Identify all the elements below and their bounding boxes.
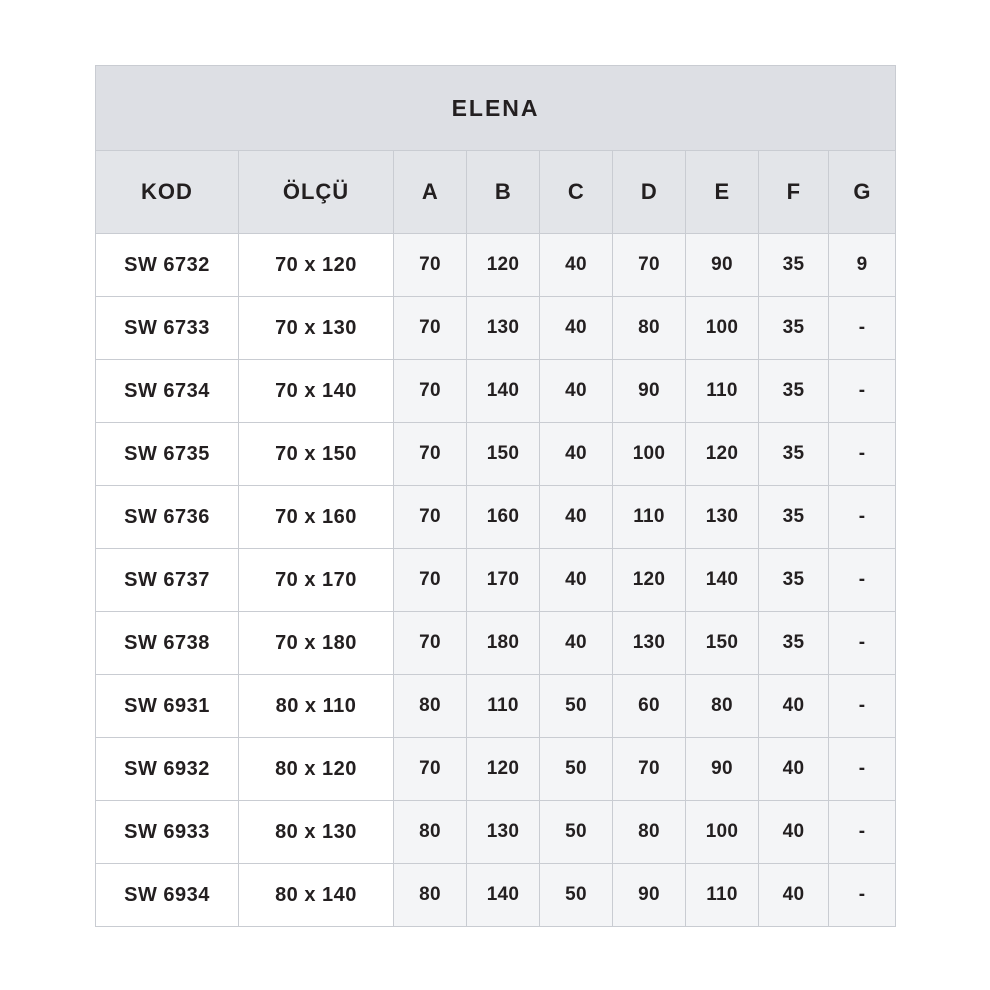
cell-d: 60: [613, 675, 686, 738]
cell-g: -: [829, 297, 896, 360]
table-row: [96, 864, 896, 927]
table-row: [96, 234, 896, 297]
cell-olcu: 80 x 110: [239, 675, 394, 738]
table-row: [96, 675, 896, 738]
cell-a: 70: [394, 549, 467, 612]
cell-e: 140: [686, 549, 759, 612]
cell-kod: SW 6734: [96, 360, 239, 423]
cell-e: 90: [686, 738, 759, 801]
cell-g: -: [829, 549, 896, 612]
cell-d: 80: [613, 297, 686, 360]
cell-b: 130: [467, 297, 540, 360]
cell-b: 140: [467, 360, 540, 423]
cell-d: 90: [613, 360, 686, 423]
cell-g: 9: [829, 234, 896, 297]
cell-b: 130: [467, 801, 540, 864]
cell-olcu: 70 x 170: [239, 549, 394, 612]
table-row: [96, 423, 896, 486]
cell-kod: SW 6732: [96, 234, 239, 297]
cell-c: 50: [540, 864, 613, 927]
cell-d: 80: [613, 801, 686, 864]
cell-olcu: 70 x 140: [239, 360, 394, 423]
cell-f: 35: [759, 612, 829, 675]
cell-d: 130: [613, 612, 686, 675]
column-header-olcu: ÖLÇÜ: [239, 151, 394, 234]
cell-a: 80: [394, 801, 467, 864]
cell-e: 80: [686, 675, 759, 738]
cell-b: 140: [467, 864, 540, 927]
cell-a: 70: [394, 360, 467, 423]
cell-kod: SW 6931: [96, 675, 239, 738]
cell-a: 70: [394, 234, 467, 297]
cell-b: 120: [467, 234, 540, 297]
cell-kod: SW 6934: [96, 864, 239, 927]
table-row: [96, 486, 896, 549]
cell-a: 70: [394, 738, 467, 801]
cell-f: 35: [759, 549, 829, 612]
cell-a: 70: [394, 486, 467, 549]
column-header-a: A: [394, 151, 467, 234]
table-row: [96, 612, 896, 675]
cell-c: 50: [540, 738, 613, 801]
cell-c: 40: [540, 549, 613, 612]
cell-kod: SW 6932: [96, 738, 239, 801]
cell-e: 120: [686, 423, 759, 486]
cell-f: 35: [759, 486, 829, 549]
cell-d: 120: [613, 549, 686, 612]
cell-e: 110: [686, 360, 759, 423]
column-header-c: C: [540, 151, 613, 234]
cell-c: 40: [540, 423, 613, 486]
table-column-header-row: [96, 151, 896, 234]
cell-g: -: [829, 801, 896, 864]
column-header-b: B: [467, 151, 540, 234]
cell-g: -: [829, 360, 896, 423]
cell-olcu: 70 x 120: [239, 234, 394, 297]
table-title-row: [96, 66, 896, 151]
cell-kod: SW 6738: [96, 612, 239, 675]
cell-b: 170: [467, 549, 540, 612]
cell-g: -: [829, 423, 896, 486]
cell-kod: SW 6736: [96, 486, 239, 549]
cell-f: 35: [759, 360, 829, 423]
cell-e: 130: [686, 486, 759, 549]
cell-olcu: 70 x 180: [239, 612, 394, 675]
column-header-g: G: [829, 151, 896, 234]
cell-b: 110: [467, 675, 540, 738]
cell-c: 50: [540, 801, 613, 864]
cell-olcu: 70 x 150: [239, 423, 394, 486]
cell-d: 110: [613, 486, 686, 549]
table-body: [96, 234, 896, 927]
cell-olcu: 80 x 130: [239, 801, 394, 864]
cell-e: 110: [686, 864, 759, 927]
cell-f: 40: [759, 738, 829, 801]
cell-olcu: 70 x 160: [239, 486, 394, 549]
cell-c: 40: [540, 486, 613, 549]
cell-e: 100: [686, 297, 759, 360]
table-row: [96, 801, 896, 864]
cell-d: 70: [613, 234, 686, 297]
cell-b: 180: [467, 612, 540, 675]
cell-d: 70: [613, 738, 686, 801]
cell-f: 35: [759, 234, 829, 297]
spec-table-container: [95, 65, 895, 927]
cell-e: 90: [686, 234, 759, 297]
column-header-kod: KOD: [96, 151, 239, 234]
product-spec-table: [95, 65, 896, 927]
cell-g: -: [829, 612, 896, 675]
table-row: [96, 360, 896, 423]
cell-a: 70: [394, 612, 467, 675]
cell-kod: SW 6735: [96, 423, 239, 486]
cell-kod: SW 6933: [96, 801, 239, 864]
cell-e: 100: [686, 801, 759, 864]
cell-c: 40: [540, 297, 613, 360]
cell-b: 120: [467, 738, 540, 801]
cell-a: 70: [394, 423, 467, 486]
cell-g: -: [829, 675, 896, 738]
cell-f: 40: [759, 675, 829, 738]
cell-kod: SW 6733: [96, 297, 239, 360]
cell-g: -: [829, 864, 896, 927]
cell-e: 150: [686, 612, 759, 675]
table-title: ELENA: [96, 66, 896, 151]
cell-kod: SW 6737: [96, 549, 239, 612]
cell-f: 35: [759, 423, 829, 486]
cell-a: 80: [394, 675, 467, 738]
cell-c: 40: [540, 234, 613, 297]
column-header-d: D: [613, 151, 686, 234]
cell-a: 80: [394, 864, 467, 927]
cell-f: 40: [759, 864, 829, 927]
table-header: [96, 66, 896, 234]
cell-g: -: [829, 486, 896, 549]
cell-c: 40: [540, 360, 613, 423]
cell-c: 40: [540, 612, 613, 675]
column-header-e: E: [686, 151, 759, 234]
cell-b: 150: [467, 423, 540, 486]
cell-c: 50: [540, 675, 613, 738]
table-row: [96, 297, 896, 360]
column-header-f: F: [759, 151, 829, 234]
cell-d: 90: [613, 864, 686, 927]
table-row: [96, 738, 896, 801]
cell-f: 40: [759, 801, 829, 864]
cell-b: 160: [467, 486, 540, 549]
cell-g: -: [829, 738, 896, 801]
cell-a: 70: [394, 297, 467, 360]
cell-olcu: 70 x 130: [239, 297, 394, 360]
cell-f: 35: [759, 297, 829, 360]
table-row: [96, 549, 896, 612]
cell-olcu: 80 x 140: [239, 864, 394, 927]
cell-d: 100: [613, 423, 686, 486]
cell-olcu: 80 x 120: [239, 738, 394, 801]
